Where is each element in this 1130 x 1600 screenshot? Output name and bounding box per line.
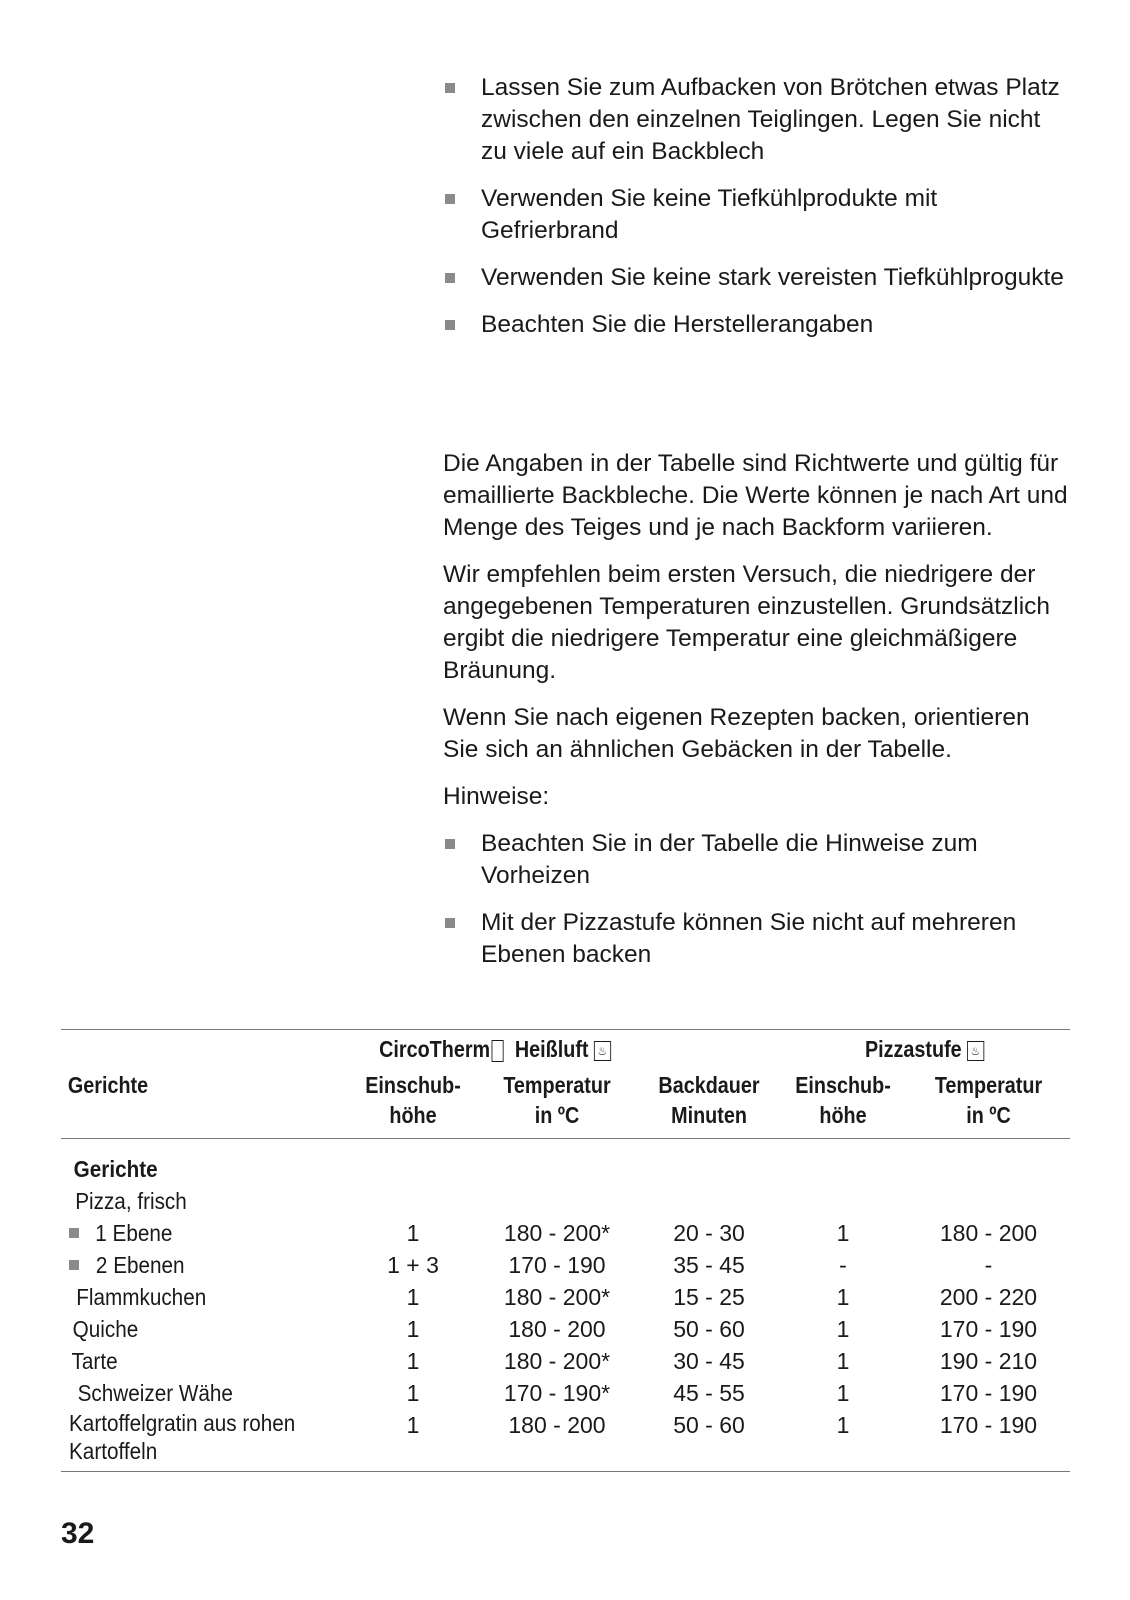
bullet-square-icon (69, 1228, 79, 1238)
group-header-pizzastufe: Pizzastufe ♨ (799, 1030, 1049, 1065)
tips-section (443, 72, 1068, 356)
hints-list (443, 828, 1068, 971)
list-item: Beachten Sie in der Tabelle die Hinweise zum Vorheizen (443, 828, 1068, 892)
list-item: Verwenden Sie keine stark vereisten Tiefkühlprogukte (443, 262, 1068, 294)
bullet-square-icon (445, 83, 455, 93)
table-row: 2 Ebenen 1 + 3 170 - 190 35 - 45 - - (61, 1249, 1070, 1281)
col-header-temperature-pizza: Temperatur in ºC (934, 1072, 1043, 1128)
table-row: Pizza, frisch (75, 1188, 187, 1214)
table-row: Schweizer Wähe 1 170 - 190* 45 - 55 1 170 - 190 (77, 1380, 1038, 1406)
table-row: Quiche 1 180 - 200 50 - 60 1 170 - 190 (72, 1316, 1038, 1342)
col-header-shelf: Einschub- höhe (365, 1072, 461, 1128)
page-number: 32 (61, 1517, 95, 1550)
baking-table (61, 1029, 1070, 1472)
col-header-shelf-pizza: Einschub- höhe (795, 1072, 891, 1128)
bullet-square-icon (69, 1260, 79, 1270)
table-row: 1 Ebene 1 180 - 200* 20 - 30 1 180 - 200 (61, 1217, 1070, 1249)
section-title: Gerichte (73, 1156, 158, 1182)
col-header-temperature: Temperatur in ºC (503, 1072, 611, 1128)
circotherm-icon (492, 1040, 504, 1062)
col-header-dish: Gerichte (67, 1072, 149, 1098)
bullet-square-icon (445, 273, 455, 283)
bullet-square-icon (445, 320, 455, 330)
bullet-square-icon (445, 839, 455, 849)
hints-title: Hinweise: (443, 783, 550, 810)
bullet-square-icon (445, 194, 455, 204)
info-section (443, 448, 1068, 986)
list-item: Mit der Pizzastufe können Sie nicht auf mehreren Ebenen backen (443, 907, 1068, 971)
bullet-square-icon (445, 918, 455, 928)
list-item: Verwenden Sie keine Tiefkühlprodukte mit Gefrierbrand (443, 183, 1068, 247)
paragraph: Wenn Sie nach eigenen Rezepten backen, orientieren Sie sich an ähnlichen Gebäcken in der Tabelle. (443, 704, 1030, 763)
list-item: Lassen Sie zum Aufbacken von Brötchen etwas Platz zwischen den einzelnen Teiglingen. Legen Sie nicht zu viele auf ein Backblech (443, 72, 1068, 168)
pizza-setting-icon: ♨ (967, 1041, 984, 1061)
col-header-duration: Backdauer Minuten (658, 1072, 760, 1128)
tips-list (443, 72, 1068, 341)
list-item: Beachten Sie die Herstellerangaben (443, 309, 1068, 341)
paragraph: Wir empfehlen beim ersten Versuch, die niedrigere der angegebenen Temperaturen einzustellen. Grundsätzlich ergibt die niedrigere Temperatur eine gleichmäßigere Bräunung. (443, 561, 1051, 684)
table-row: Kartoffelgratin aus rohen Kartoffeln 1 180 - 200 50 - 60 1 170 - 190 (69, 1410, 1038, 1464)
group-header-circotherm: CircoTherm Heißluft ♨ (371, 1030, 619, 1065)
paragraph: Die Angaben in der Tabelle sind Richtwerte und gültig für emaillierte Backbleche. Die Werte können je nach Art und Menge des Teiges und je nach Backform variieren. (443, 450, 1068, 541)
table-row: Flammkuchen 1 180 - 200* 15 - 25 1 200 - 220 (76, 1284, 1038, 1310)
fan-heat-icon: ♨ (594, 1041, 611, 1061)
table-row: Tarte 1 180 - 200* 30 - 45 1 190 - 210 (71, 1348, 1038, 1374)
